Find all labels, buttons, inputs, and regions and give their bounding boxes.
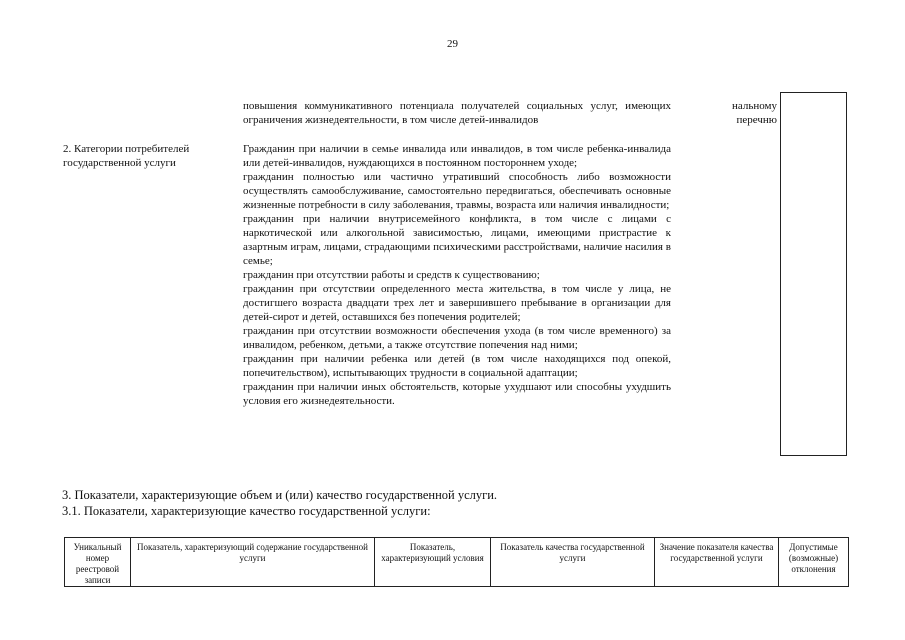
category-item: гражданин при отсутствии работы и средств к существованию; [243, 269, 540, 281]
category-item: гражданин при отсутствии определенного места жительства, в том числе у лица, не достигшего возраста двадцати трех лет и завершившего пребывание в организации для детей-сирот и детей, оставшихся без попечения родителей; [243, 283, 671, 323]
quality-indicators-table [64, 537, 849, 587]
header-quality-value: Значение показателя качества государственной услуги [655, 538, 779, 587]
category-item: гражданин при отсутствии возможности обеспечения ухода (в том числе временного) за инвалидом, ребенком, детьми, а также отсутствие попечения над ними; [243, 325, 671, 351]
section-3-1-heading: 3.1. Показатели, характеризующие качество государственной услуги: [62, 504, 431, 518]
header-conditions-indicator: Показатель, характеризующий условия [375, 538, 491, 587]
table-header-row [65, 538, 849, 587]
section-3-heading: 3. Показатели, характеризующие объем и (или) качество государственной услуги. [62, 488, 498, 502]
category-item: гражданин при наличии ребенка или детей (в том числе находящихся под опекой, попечительством), испытывающих трудности в социальной адаптации; [243, 353, 671, 379]
page-number: 29 [447, 38, 458, 50]
header-quality-indicator: Показатель качества государственной услуги [491, 538, 655, 587]
right-column-box [780, 92, 847, 456]
category-item: гражданин при наличии внутрисемейного конфликта, в том числе с лицами с наркотической или алкогольной зависимостью, лицами, имеющими пристрастие к азартным играм, лицами, страдающими психическими расстройствами, наличие насилия в семье; [243, 213, 671, 267]
continuation-text: повышения коммуникативного потенциала получателей социальных услуг, имеющих ограничения жизнедеятельности, в том числе детей-инвалидов [243, 100, 671, 126]
section-2-items [243, 142, 671, 408]
category-item: гражданин полностью или частично утративший способность либо возможности осуществлять самообслуживание, самостоятельно передвигаться, обеспечивать основные жизненные потребности в силу заболевания, травмы, возраста или наличия инвалидности; [243, 171, 671, 211]
header-allowed-deviations: Допустимые (возможные) отклонения [779, 538, 849, 587]
section-2-label: 2. Категории потребителей государственной услуги [63, 143, 190, 169]
continuation-right-text: нальному перечню [731, 100, 777, 126]
category-item: гражданин при наличии иных обстоятельств, которые ухудшают или способны ухудшить условия его жизнедеятельности. [243, 381, 671, 407]
header-registry-number: Уникальный номер реестровой записи [65, 538, 131, 587]
header-content-indicator: Показатель, характеризующий содержание государственной услуги [131, 538, 375, 587]
category-item: Гражданин при наличии в семье инвалида или инвалидов, в том числе ребенка-инвалида или детей-инвалидов, нуждающихся в постоянном постороннем уходе; [243, 143, 671, 169]
